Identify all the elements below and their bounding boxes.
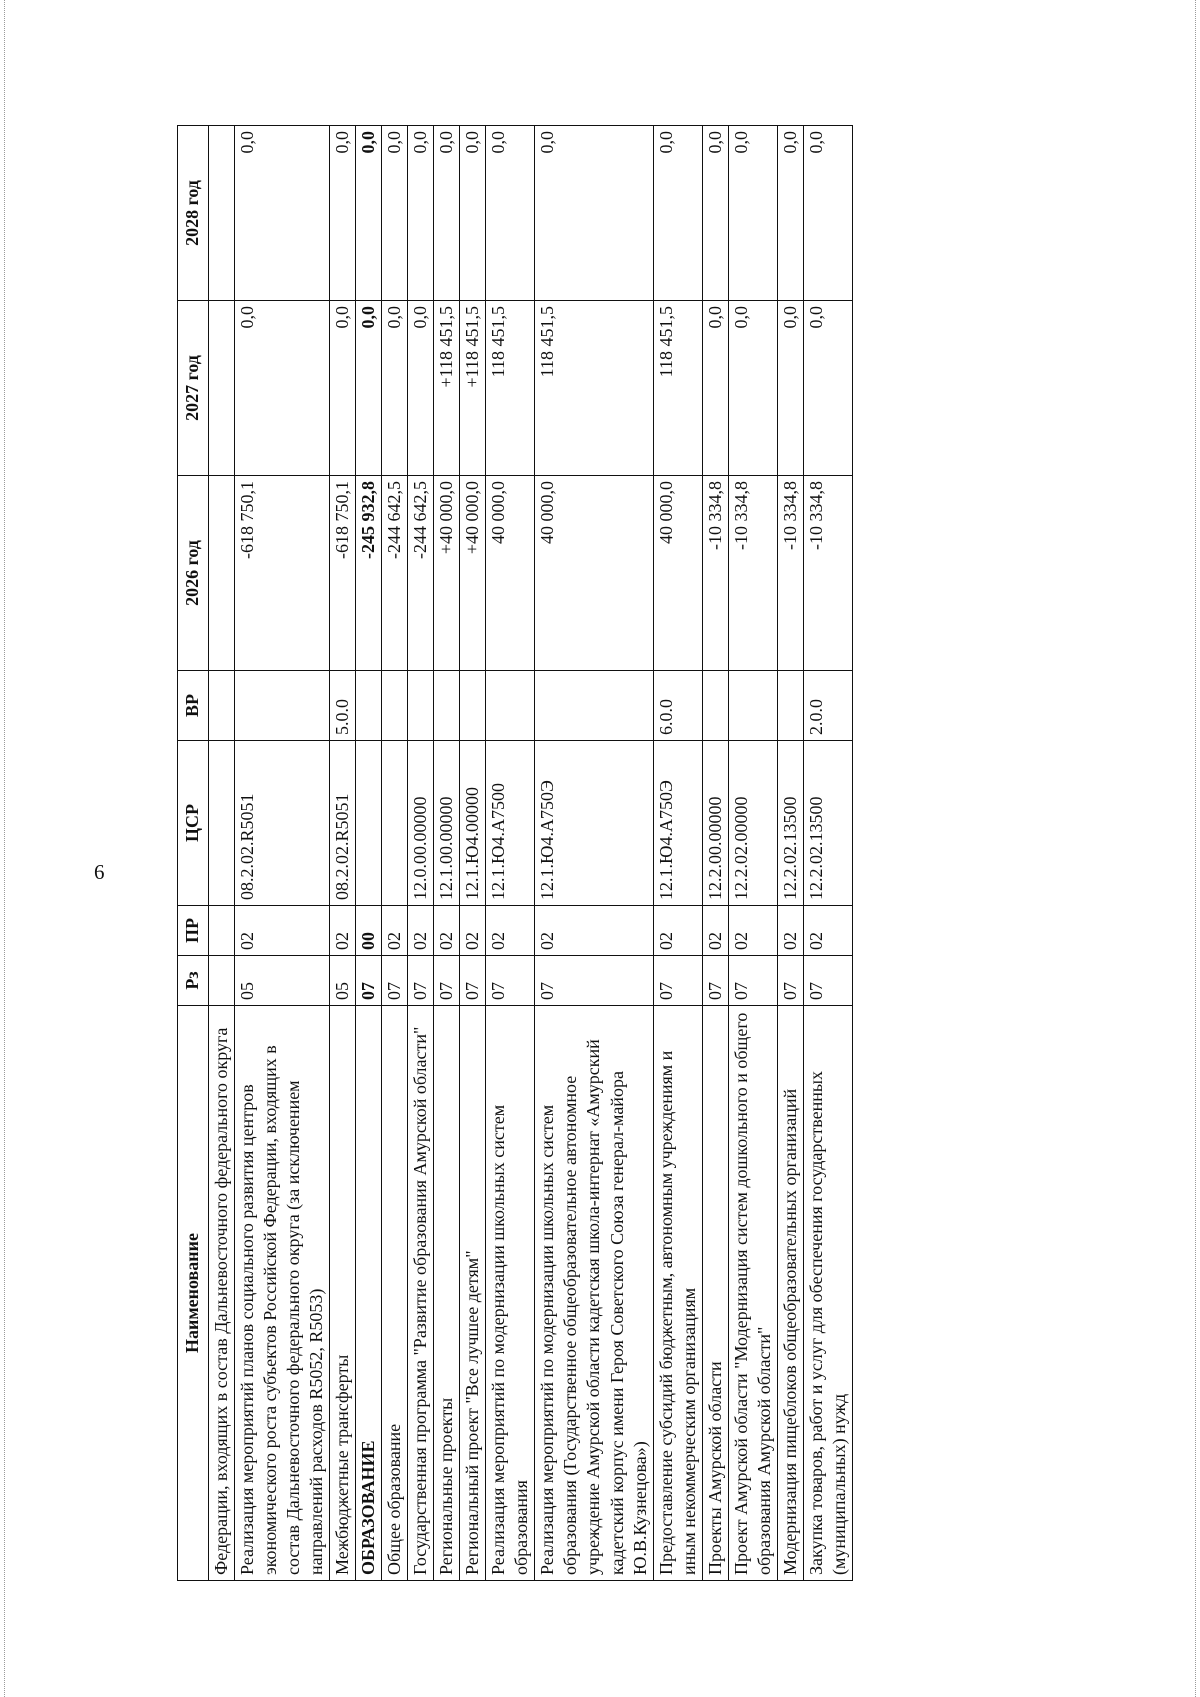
header-2028: 2028 год (178, 126, 209, 301)
header-csr: ЦСР (178, 741, 209, 906)
cell-name: Модернизация пищеблоков общеобразовательных организаций (777, 1006, 803, 1581)
cell-y2027: +118 451,5 (460, 301, 486, 476)
header-rz: Рз (178, 956, 209, 1006)
cell-pr: 02 (408, 906, 434, 956)
cell-pr: 02 (535, 906, 653, 956)
header-vr: ВР (178, 671, 209, 741)
cell-name: Закупка товаров, работ и услуг для обеспечения государственных (муниципальных) нужд (803, 1006, 852, 1581)
cell-csr: 12.1.Ю4.А7500 (486, 741, 535, 906)
cell-name: Проект Амурской области "Модернизация систем дошкольного и общего образования Амурской области" (728, 1006, 777, 1581)
cell-y2028: 0,0 (535, 126, 653, 301)
cell-rz: 07 (382, 956, 408, 1006)
cell-y2028: 0,0 (408, 126, 434, 301)
table-body (209, 126, 853, 1581)
cell-pr (209, 906, 235, 956)
cell-y2027 (209, 301, 235, 476)
header-2026: 2026 год (178, 476, 209, 671)
table-row (356, 126, 382, 1581)
table-row (209, 126, 235, 1581)
cell-y2027: 0,0 (235, 301, 330, 476)
cell-name: ОБРАЗОВАНИЕ (356, 1006, 382, 1581)
cell-vr (382, 671, 408, 741)
header-pr: ПР (178, 906, 209, 956)
cell-csr: 12.2.02.13500 (803, 741, 852, 906)
cell-rz: 07 (486, 956, 535, 1006)
cell-vr (235, 671, 330, 741)
cell-pr: 02 (777, 906, 803, 956)
cell-rz: 07 (653, 956, 702, 1006)
page-number: 6 (94, 860, 105, 884)
cell-y2028: 0,0 (382, 126, 408, 301)
cell-y2028: 0,0 (777, 126, 803, 301)
cell-vr (535, 671, 653, 741)
cell-vr (408, 671, 434, 741)
cell-pr: 02 (382, 906, 408, 956)
cell-y2026: 40 000,0 (486, 476, 535, 671)
cell-name: Общее образование (382, 1006, 408, 1581)
table-row (408, 126, 434, 1581)
cell-csr: 12.1.Ю4.00000 (460, 741, 486, 906)
cell-name: Региональные проекты (434, 1006, 460, 1581)
cell-pr: 02 (803, 906, 852, 956)
cell-vr (434, 671, 460, 741)
cell-y2027: 0,0 (408, 301, 434, 476)
table-row (382, 126, 408, 1581)
cell-csr: 08.2.02.R5051 (235, 741, 330, 906)
left-edge-line (4, 0, 5, 1697)
cell-y2027: 0,0 (356, 301, 382, 476)
cell-vr (486, 671, 535, 741)
table-row (777, 126, 803, 1581)
cell-pr: 02 (653, 906, 702, 956)
cell-rz: 07 (408, 956, 434, 1006)
cell-rz: 07 (535, 956, 653, 1006)
cell-y2026: -10 334,8 (777, 476, 803, 671)
table-row (235, 126, 330, 1581)
cell-y2026: -10 334,8 (728, 476, 777, 671)
cell-y2027: 0,0 (728, 301, 777, 476)
right-edge-line (1195, 0, 1196, 1697)
cell-pr: 00 (356, 906, 382, 956)
cell-y2028: 0,0 (728, 126, 777, 301)
cell-y2027: 118 451,5 (535, 301, 653, 476)
cell-rz: 07 (460, 956, 486, 1006)
table-row (460, 126, 486, 1581)
cell-name: Предоставление субсидий бюджетным, автономным учреждениям и иным некоммерческим организациям (653, 1006, 702, 1581)
cell-vr (702, 671, 728, 741)
cell-vr (777, 671, 803, 741)
table-row (702, 126, 728, 1581)
cell-csr (356, 741, 382, 906)
cell-rz: 07 (702, 956, 728, 1006)
cell-pr: 02 (434, 906, 460, 956)
cell-vr (356, 671, 382, 741)
cell-y2026: -244 642,5 (408, 476, 434, 671)
cell-vr: 2.0.0 (803, 671, 852, 741)
cell-vr (728, 671, 777, 741)
cell-pr: 02 (728, 906, 777, 956)
cell-name: Реализация мероприятий планов социального развития центров экономического роста субъектов Российской Федерации, входящих в состав Дальневосточного федерального округа (за исключением направлений расходов R5052, R5053) (235, 1006, 330, 1581)
cell-csr: 12.1.Ю4.А750Э (653, 741, 702, 906)
cell-y2028: 0,0 (803, 126, 852, 301)
cell-csr (382, 741, 408, 906)
cell-rz: 07 (356, 956, 382, 1006)
cell-y2027: 0,0 (382, 301, 408, 476)
header-2027: 2027 год (178, 301, 209, 476)
cell-name: Федерации, входящих в состав Дальневосточного федерального округа (209, 1006, 235, 1581)
table-row (803, 126, 852, 1581)
cell-rz: 05 (330, 956, 356, 1006)
cell-y2027: 0,0 (330, 301, 356, 476)
table-row (728, 126, 777, 1581)
budget-table (177, 125, 853, 1581)
table-row (434, 126, 460, 1581)
cell-rz: 07 (434, 956, 460, 1006)
cell-y2026: -10 334,8 (803, 476, 852, 671)
cell-vr (460, 671, 486, 741)
cell-pr: 02 (486, 906, 535, 956)
budget-table-frame (177, 126, 1065, 1581)
cell-name: Государственная программа "Развитие образования Амурской области" (408, 1006, 434, 1581)
cell-csr: 12.1.Ю4.А750Э (535, 741, 653, 906)
cell-y2026: +40 000,0 (434, 476, 460, 671)
cell-y2028: 0,0 (653, 126, 702, 301)
cell-y2028 (209, 126, 235, 301)
cell-rz: 07 (803, 956, 852, 1006)
cell-csr (209, 741, 235, 906)
cell-y2026: -10 334,8 (702, 476, 728, 671)
cell-csr: 08.2.02.R5051 (330, 741, 356, 906)
cell-y2028: 0,0 (702, 126, 728, 301)
cell-y2026: -244 642,5 (382, 476, 408, 671)
cell-name: Межбюджетные трансферты (330, 1006, 356, 1581)
cell-csr: 12.1.00.00000 (434, 741, 460, 906)
cell-name: Региональный проект "Все лучшее детям" (460, 1006, 486, 1581)
cell-y2028: 0,0 (235, 126, 330, 301)
cell-csr: 12.2.02.13500 (777, 741, 803, 906)
cell-y2028: 0,0 (486, 126, 535, 301)
cell-rz: 07 (777, 956, 803, 1006)
cell-y2027: 118 451,5 (486, 301, 535, 476)
cell-vr: 5.0.0 (330, 671, 356, 741)
cell-y2027: 0,0 (803, 301, 852, 476)
cell-rz: 07 (728, 956, 777, 1006)
cell-rz: 05 (235, 956, 330, 1006)
cell-y2028: 0,0 (434, 126, 460, 301)
cell-y2027: 118 451,5 (653, 301, 702, 476)
cell-name: Реализация мероприятий по модернизации школьных систем образования (486, 1006, 535, 1581)
cell-pr: 02 (460, 906, 486, 956)
cell-vr: 6.0.0 (653, 671, 702, 741)
cell-y2027: 0,0 (702, 301, 728, 476)
cell-rz (209, 956, 235, 1006)
cell-name: Проекты Амурской области (702, 1006, 728, 1581)
cell-csr: 12.0.00.00000 (408, 741, 434, 906)
header-name: Наименование (178, 1006, 209, 1581)
cell-y2026: +40 000,0 (460, 476, 486, 671)
cell-csr: 12.2.00.00000 (702, 741, 728, 906)
cell-y2026: -618 750,1 (235, 476, 330, 671)
table-row (330, 126, 356, 1581)
table-row (535, 126, 653, 1581)
cell-y2026: 40 000,0 (653, 476, 702, 671)
cell-y2026 (209, 476, 235, 671)
table-row (653, 126, 702, 1581)
cell-pr: 02 (702, 906, 728, 956)
cell-y2026: 40 000,0 (535, 476, 653, 671)
cell-y2028: 0,0 (330, 126, 356, 301)
cell-name: Реализация мероприятий по модернизации школьных систем образования (Государственное общеобразовательное автономное учреждение Амурской области кадетская школа-интернат «Амурский кадетский корпус имени Героя Советского Союза генерал-майора Ю.В.Кузнецова») (535, 1006, 653, 1581)
cell-pr: 02 (330, 906, 356, 956)
cell-csr: 12.2.02.00000 (728, 741, 777, 906)
cell-pr: 02 (235, 906, 330, 956)
table-header-row (178, 126, 209, 1581)
cell-vr (209, 671, 235, 741)
cell-y2027: 0,0 (777, 301, 803, 476)
cell-y2027: +118 451,5 (434, 301, 460, 476)
cell-y2026: -618 750,1 (330, 476, 356, 671)
cell-y2026: -245 932,8 (356, 476, 382, 671)
cell-y2028: 0,0 (356, 126, 382, 301)
cell-y2028: 0,0 (460, 126, 486, 301)
table-row (486, 126, 535, 1581)
